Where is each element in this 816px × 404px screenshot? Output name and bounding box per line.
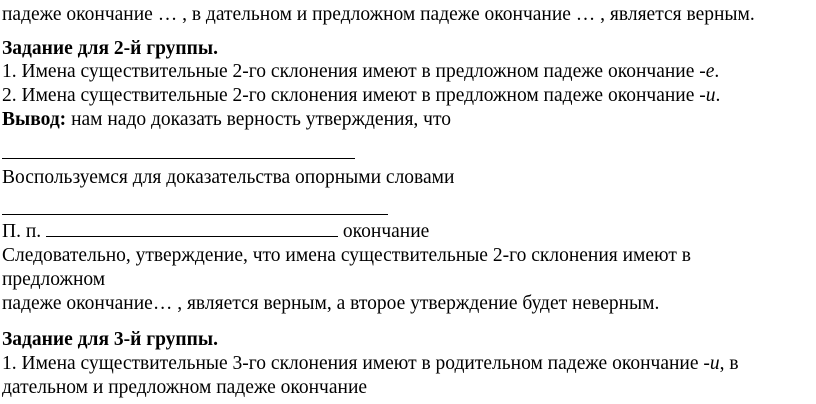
group-3-heading <box>2 328 218 352</box>
group-2-item-2-text: 2. Имена существительные 2-го склонения имеют в предложном падеже окончание - <box>2 85 706 106</box>
group-3-item-1-continuation <box>2 376 367 400</box>
pp-blank <box>46 220 338 237</box>
group-2-heading-text: Задание для 2-й группы. <box>2 38 219 59</box>
group-3-item-1 <box>2 352 739 376</box>
group-2-item-1 <box>2 60 719 84</box>
conclusion-label: Вывод: <box>2 109 67 130</box>
conclusion-text: нам надо доказать верность утверждения, что <box>66 109 451 130</box>
group-3-heading-text: Задание для 3-й группы. <box>2 329 219 350</box>
group-2-item-2 <box>2 84 720 108</box>
therefore-text-1: Следовательно, утверждение, что имена существительные 2-го склонения имеют в <box>2 245 691 266</box>
support-words-text: Воспользуемся для доказательства опорными словами <box>2 167 455 188</box>
support-words-blank-line <box>2 214 388 215</box>
prepositional-case-line <box>2 220 429 244</box>
group-3-item-1-text: 1. Имена существительные 3-го склонения имеют в родительном падеже окончание - <box>2 353 710 374</box>
group-2-item-1-period: . <box>714 61 720 82</box>
therefore-line-2 <box>2 268 105 292</box>
group-3-item-1-ending: и <box>709 353 720 374</box>
conclusion-blank-line <box>2 158 355 159</box>
therefore-line-1 <box>2 244 691 268</box>
group-2-item-1-text: 1. Имена существительные 2-го склонения имеют в предложном падеже окончание - <box>2 61 706 82</box>
text-line-1 <box>2 3 755 27</box>
pp-label: П. п. <box>2 221 47 242</box>
group-3-item-1-cont-text: дательном и предложном падеже окончание <box>2 377 368 398</box>
support-words-line <box>2 166 454 190</box>
group-2-heading <box>2 37 218 61</box>
pp-ending-label: окончание <box>338 221 430 242</box>
therefore-text-2: предложном <box>2 269 106 290</box>
therefore-line-3 <box>2 292 659 316</box>
group-2-item-2-ending: и <box>705 85 716 106</box>
group-2-item-2-period: . <box>715 85 721 106</box>
conclusion-line <box>2 108 451 132</box>
line-1-text: падеже окончание … , в дательном и предложном падеже окончание … , является верным. <box>2 4 755 25</box>
group-2-item-1-ending: е <box>705 61 715 82</box>
therefore-text-3: падеже окончание… , является верным, а второе утверждение будет неверным. <box>2 293 660 314</box>
group-3-item-1-tail: , в <box>719 353 739 374</box>
